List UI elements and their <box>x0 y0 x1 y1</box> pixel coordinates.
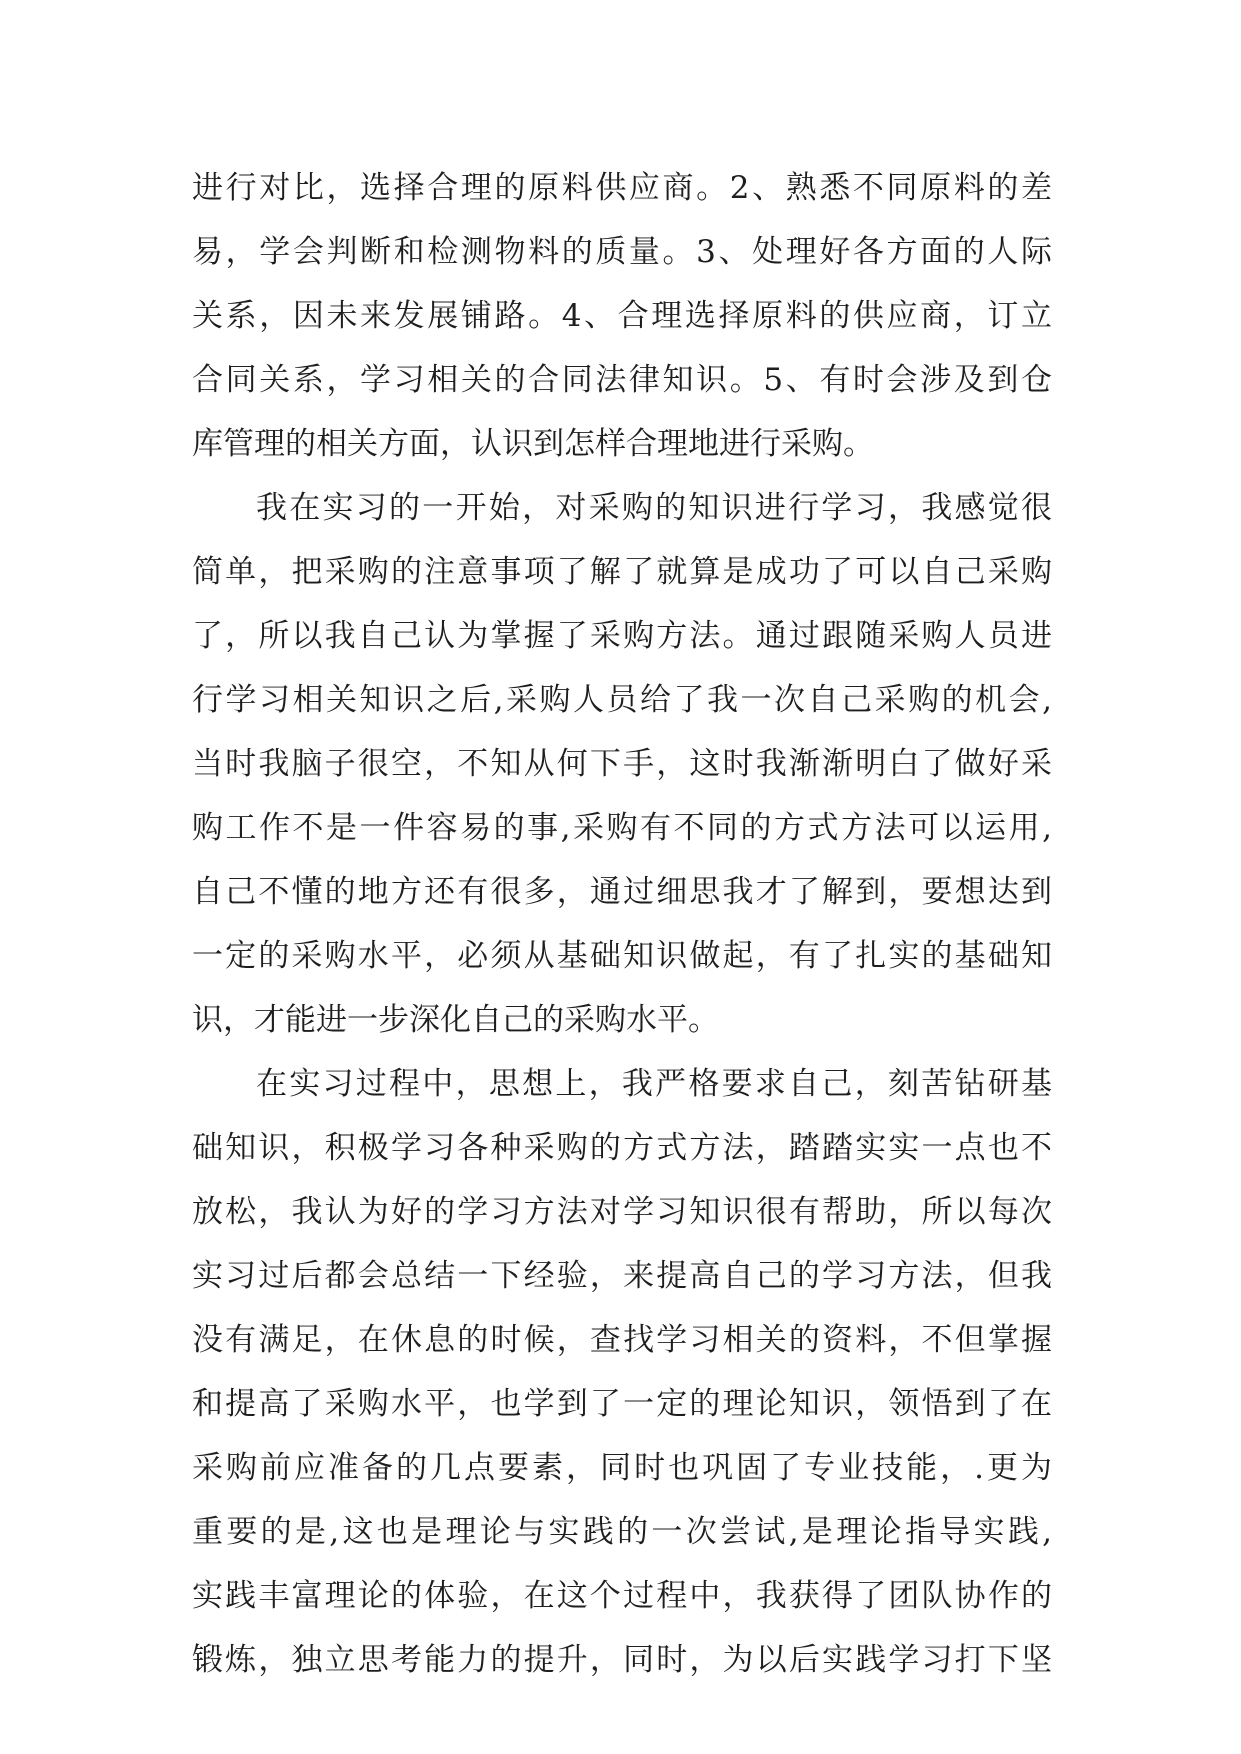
text-line: 一定的采购水平，必须从基础知识做起，有了扎实的基础知 <box>192 938 1052 974</box>
text-line: 识，才能进一步深化自己的采购水平。 <box>192 1002 719 1038</box>
text-line: 关系，因未来发展铺路。4、合理选择原料的供应商，订立 <box>192 298 1052 334</box>
text-line: 实践丰富理论的体验，在这个过程中，我获得了团队协作的 <box>192 1578 1052 1614</box>
text-line: 我在实习的一开始，对采购的知识进行学习，我感觉很 <box>256 490 1052 526</box>
text-line: 简单，把采购的注意事项了解了就算是成功了可以自己采购 <box>192 554 1052 590</box>
text-line: 行学习相关知识之后,采购人员给了我一次自己采购的机会, <box>192 682 1052 718</box>
text-line: 在实习过程中，思想上，我严格要求自己，刻苦钻研基 <box>256 1066 1052 1102</box>
text-line: 易，学会判断和检测物料的质量。3、处理好各方面的人际 <box>192 234 1052 270</box>
text-line: 购工作不是一件容易的事,采购有不同的方式方法可以运用, <box>192 810 1052 846</box>
text-line: 当时我脑子很空，不知从何下手，这时我渐渐明白了做好采 <box>192 746 1052 782</box>
text-line: 库管理的相关方面，认识到怎样合理地进行采购。 <box>192 426 874 462</box>
text-line: 自己不懂的地方还有很多，通过细思我才了解到，要想达到 <box>192 874 1052 910</box>
text-line: 重要的是,这也是理论与实践的一次尝试,是理论指导实践, <box>192 1514 1052 1550</box>
text-line: 放松，我认为好的学习方法对学习知识很有帮助，所以每次 <box>192 1194 1052 1230</box>
text-line: 了，所以我自己认为掌握了采购方法。通过跟随采购人员进 <box>192 618 1052 654</box>
text-line: 锻炼，独立思考能力的提升，同时，为以后实践学习打下坚 <box>192 1642 1052 1678</box>
text-line: 合同关系，学习相关的合同法律知识。5、有时会涉及到仓 <box>192 362 1052 398</box>
text-line: 和提高了采购水平，也学到了一定的理论知识，领悟到了在 <box>192 1386 1052 1422</box>
text-line: 实习过后都会总结一下经验，来提高自己的学习方法，但我 <box>192 1258 1052 1294</box>
text-line: 进行对比，选择合理的原料供应商。2、熟悉不同原料的差 <box>192 170 1052 206</box>
body-text <box>192 156 1052 1692</box>
text-line: 采购前应准备的几点要素，同时也巩固了专业技能，.更为 <box>192 1450 1052 1486</box>
text-line: 没有满足，在休息的时候，查找学习相关的资料，不但掌握 <box>192 1322 1052 1358</box>
text-line: 础知识，积极学习各种采购的方式方法，踏踏实实一点也不 <box>192 1130 1052 1166</box>
